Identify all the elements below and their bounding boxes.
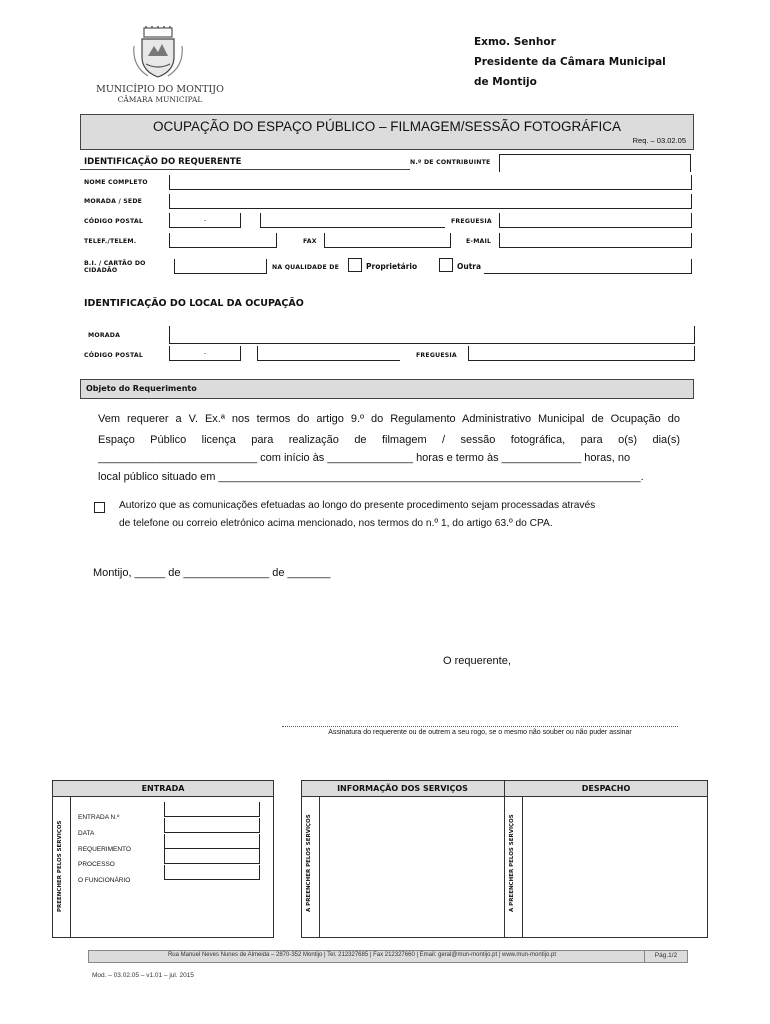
email-label: E-MAIL: [466, 238, 492, 245]
date-line: Montijo, _____ de ______________ de _______: [93, 567, 331, 579]
location-section-title: IDENTIFICAÇÃO DO LOCAL DA OCUPAÇÃO: [84, 298, 304, 309]
entry-field-input[interactable]: [164, 818, 260, 833]
nif-label: N.º DE CONTRIBUINTE: [410, 159, 491, 166]
parish-field[interactable]: [499, 213, 692, 228]
entry-field-input[interactable]: [164, 865, 260, 880]
municipality-coat-of-arms: [132, 26, 184, 82]
location-address-field[interactable]: [169, 326, 695, 344]
entry-field-label: ENTRADA N.º: [78, 814, 120, 821]
name-field[interactable]: [169, 175, 692, 190]
fax-label: FAX: [303, 238, 317, 245]
postal-dash: -: [204, 217, 207, 224]
request-line3: __________________________ com início às ______________ horas e termo às _____________ horas, no: [98, 452, 631, 464]
municipality-name: MUNICÍPIO DO MONTIJO: [96, 84, 224, 95]
info-vertical-label: A PREENCHER PELOS SERVIÇOS: [306, 814, 312, 912]
entry-field-label: REQUERIMENTO: [78, 846, 131, 853]
consent-line1: Autorizo que as comunicações efetuadas ao longo do presente procedimento sejam processadas através: [119, 500, 596, 511]
dispatch-title: DESPACHO: [581, 784, 631, 793]
request-line1: Vem requerer a V. Ex.ª nos termos do artigo 9.º do Regulamento Administrativo Municipal de Ocupação do: [98, 413, 680, 425]
other-quality-field[interactable]: [484, 259, 692, 274]
dispatch-vertical-label: A PREENCHER PELOS SERVIÇOS: [509, 814, 515, 912]
requester-section-title: IDENTIFICAÇÃO DO REQUERENTE: [84, 157, 242, 167]
parish-label: FREGUESIA: [451, 218, 492, 225]
addressee-line2: Presidente da Câmara Municipal: [474, 56, 666, 68]
entry-field-row-5: [78, 869, 268, 882]
owner-option-label: Proprietário: [366, 262, 418, 271]
address-field[interactable]: [169, 194, 692, 209]
other-option-label: Outra: [457, 262, 482, 271]
entry-vertical-label: PREENCHER PELOS SERVIÇOS: [57, 820, 63, 912]
request-line4: local público situado em _____________________________________________________________________.: [98, 471, 644, 483]
footer-page: Pág.1/2: [654, 952, 678, 959]
requester-divider: [80, 169, 410, 170]
entry-title: ENTRADA: [141, 784, 185, 793]
quality-label: NA QUALIDADE DE: [272, 264, 340, 271]
form-reference: Req. – 03.02.05: [632, 136, 686, 145]
location-parish-label: FREGUESIA: [416, 352, 457, 359]
request-section-title: Objeto do Requerimento: [86, 384, 197, 393]
name-label: NOME COMPLETO: [84, 179, 148, 186]
footer-divider: [644, 950, 645, 963]
info-title: INFORMAÇÃO DOS SERVIÇOS: [337, 784, 468, 793]
consent-checkbox[interactable]: [94, 502, 105, 513]
location-address-label: MORADA: [88, 332, 121, 339]
id-label-line2: CIDADÃO: [84, 267, 118, 274]
footer-address: Rua Manuel Neves Nunes de Almeida – 2870-352 Montijo | Tel. 212327685 | Fax 212327660 | Email: geral@mun-montijo.pt | www.mun-montijo.pt: [167, 952, 557, 958]
entry-field-input[interactable]: [164, 834, 260, 849]
requester-signature-label: O requerente,: [443, 655, 511, 667]
location-postal-locality-field[interactable]: [257, 346, 400, 361]
entry-field-input[interactable]: [164, 802, 260, 817]
owner-checkbox[interactable]: [348, 258, 362, 272]
phone-field[interactable]: [169, 233, 277, 248]
postal-label: CÓDIGO POSTAL: [84, 218, 144, 225]
signature-caption: Assinatura do requerente ou de outrem a seu rogo, se o mesmo não souber ou não puder assinar: [328, 729, 632, 736]
entry-field-input[interactable]: [164, 849, 260, 864]
municipality-subtitle: CÂMARA MUNICIPAL: [117, 95, 203, 104]
email-field[interactable]: [499, 233, 692, 248]
request-line2: Espaço Público licença para realização de filmagem / sessão fotográfica, para o(s) dia(s): [98, 434, 680, 446]
entry-field-label: O FUNCIONÁRIO: [78, 877, 131, 884]
addressee-line1: Exmo. Senhor: [474, 36, 556, 48]
location-postal-dash: -: [204, 350, 207, 357]
phone-label: TELEF./TELEM.: [84, 238, 137, 245]
id-label-line1: B.I. / CARTÃO DO: [84, 260, 146, 267]
postal-locality-field[interactable]: [260, 213, 445, 228]
signature-line: [282, 726, 678, 727]
entry-field-label: PROCESSO: [78, 861, 115, 868]
consent-line2: de telefone ou correio eletrónico acima mencionado, nos termos do n.º 1, do artigo 63.º do CPA.: [119, 518, 553, 529]
entry-field-label: DATA: [78, 830, 95, 837]
nif-field[interactable]: [499, 154, 691, 172]
location-parish-field[interactable]: [468, 346, 695, 361]
other-checkbox[interactable]: [439, 258, 453, 272]
id-field[interactable]: [174, 259, 267, 274]
fax-field[interactable]: [324, 233, 451, 248]
location-postal-label: CÓDIGO POSTAL: [84, 352, 144, 359]
form-title: OCUPAÇÃO DO ESPAÇO PÚBLICO – FILMAGEM/SESSÃO FOTOGRÁFICA: [152, 119, 622, 134]
address-label: MORADA / SEDE: [84, 198, 143, 205]
footer-model: Mod. – 03.02.05 – v1.01 – jul. 2015: [92, 972, 194, 979]
addressee-line3: de Montijo: [474, 76, 537, 88]
